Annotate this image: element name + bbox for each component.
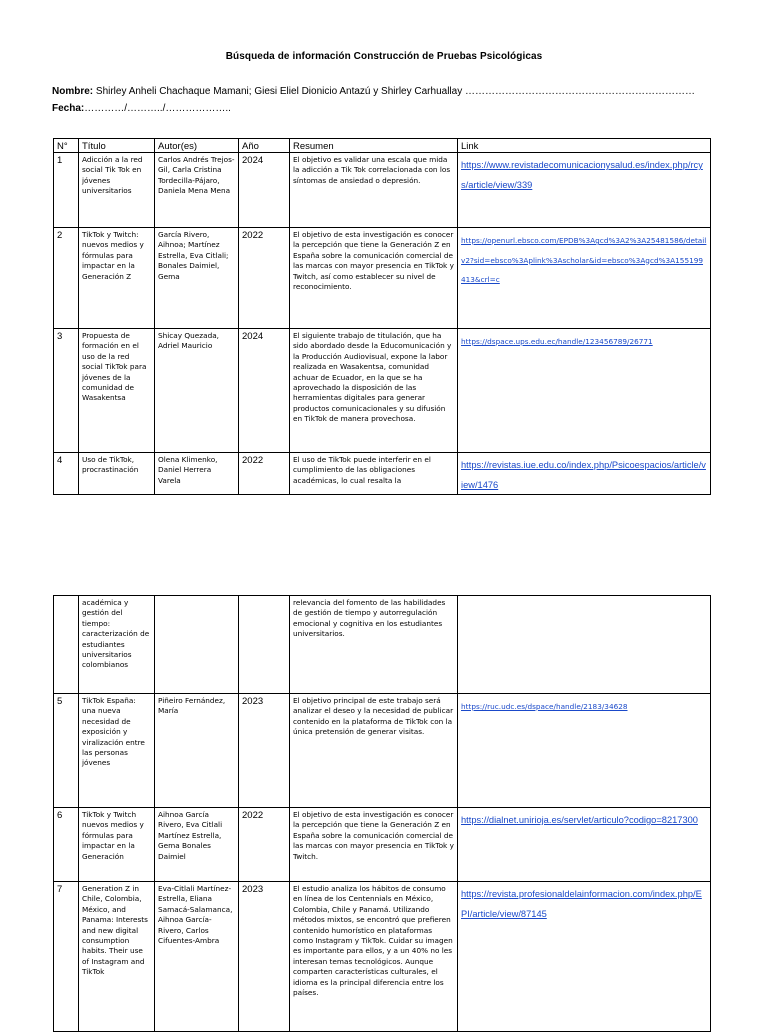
row-authors xyxy=(155,596,239,694)
row-title: TikTok y Twitch nuevos medios y fórmulas para impactar en la Generación xyxy=(79,808,155,882)
row-number: 6 xyxy=(54,808,79,882)
table-row xyxy=(54,453,711,495)
row-summary: El objetivo de esta investigación es conocer la percepción que tiene la Generación Z en España sobre la comunicación comercial de las marcas con mayor presencia en TikTok y Twitch, así como establecer su nivel de reconocimiento. xyxy=(290,228,458,329)
header-resumen: Resumen xyxy=(290,139,458,153)
row-summary: El siguiente trabajo de titulación, que ha sido abordado desde la Educomunicación y la Producción Audiovisual, expone la labor realizada en Wasakentsa, comunidad achuar de Ecuador, en la que se ha aprovechado la disposición de las herramientas digitales para generar productos comunicacionales y su difusión en TikTok de manera provechosa. xyxy=(290,329,458,453)
nombre-value: Shirley Anheli Chachaque Mamani; Giesi Eliel Dionicio Antazú y Shirley Carhuallay …………………………………………………………… xyxy=(93,86,695,97)
row-year: 2024 xyxy=(239,153,290,228)
document-title: Búsqueda de información Construcción de Pruebas Psicológicas xyxy=(225,51,543,62)
fecha-label: Fecha: xyxy=(52,103,85,114)
row-summary: El objetivo principal de este trabajo será analizar el deseo y la necesidad de publicar contenido en la plataforma de TikTok con la única pretensión de generar visitas. xyxy=(290,694,458,808)
nombre-label: Nombre: xyxy=(52,86,94,97)
row-number: 3 xyxy=(54,329,79,453)
fecha-value: …………/………../……………….. xyxy=(84,103,231,114)
table-row xyxy=(54,596,711,694)
row-authors: Shicay Quezada, Adriel Mauricio xyxy=(155,329,239,453)
header-link: Link xyxy=(458,139,711,153)
row-title: Uso de TikTok, procrastinación xyxy=(79,453,155,495)
row-link[interactable]: https://www.revistadecomunicacionysalud.es/index.php/rcys/article/view/339 xyxy=(461,160,703,190)
table-row xyxy=(54,153,711,228)
row-title: TikTok España: una nueva necesidad de exposición y viralización entre las personas jóvenes xyxy=(79,694,155,808)
table-row xyxy=(54,694,711,808)
table-header-row xyxy=(54,139,711,153)
table-row xyxy=(54,882,711,1032)
references-table-part-1 xyxy=(53,138,711,495)
row-year: 2024 xyxy=(239,329,290,453)
row-title: Adicción a la red social Tik Tok en jóvenes universitarios xyxy=(79,153,155,228)
row-authors: Carlos Andrés Trejos-Gil, Carla Cristina Tordecilla-Pájaro, Daniela Mena Mena xyxy=(155,153,239,228)
row-link[interactable]: https://openurl.ebsco.com/EPDB%3Agcd%3A2%3A25481586/detailv2?sid=ebsco%3Aplink%3Ascholar&id=ebsco%3Agcd%3A155199413&crl=c xyxy=(461,236,707,285)
header-n: N° xyxy=(54,139,79,153)
row-summary: El objetivo de esta investigación es conocer la percepción que tiene la Generación Z en España sobre la comunicación comercial de las marcas con mayor presencia en TikTok y Twitch. xyxy=(290,808,458,882)
row-link[interactable]: https://dspace.ups.edu.ec/handle/123456789/26771 xyxy=(461,337,653,346)
row-number: 7 xyxy=(54,882,79,1032)
fecha-line xyxy=(52,103,231,114)
row-summary: El objetivo es validar una escala que mida la adicción a Tik Tok correlacionada con los síntomas de ansiedad o depresión. xyxy=(290,153,458,228)
header-titulo: Título xyxy=(79,139,155,153)
row-number: 4 xyxy=(54,453,79,495)
row-title: Propuesta de formación en el uso de la red social TikTok para jóvenes de la comunidad de Wasakentsa xyxy=(79,329,155,453)
row-number: 5 xyxy=(54,694,79,808)
nombre-line xyxy=(52,86,695,97)
row-number xyxy=(54,596,79,694)
row-year: 2023 xyxy=(239,882,290,1032)
references-table-part-2 xyxy=(53,595,711,1032)
row-authors: García Rivero, Aihnoa; Martínez Estrella, Eva Citlali; Bonales Daimiel, Gema xyxy=(155,228,239,329)
row-title: Generation Z in Chile, Colombia, México, and Panama: Interests and new digital consumption habits. Their use of Instagram and TikTok xyxy=(79,882,155,1032)
row-authors: Olena Klimenko, Daniel Herrera Varela xyxy=(155,453,239,495)
row-year xyxy=(239,596,290,694)
header-autores: Autor(es) xyxy=(155,139,239,153)
row-title: académica y gestión del tiempo: caracterización de estudiantes universitarios colombianos xyxy=(79,596,155,694)
row-year: 2022 xyxy=(239,228,290,329)
header-anio: Año xyxy=(239,139,290,153)
row-authors: Eva-Citlali Martínez-Estrella, Eliana Samacá-Salamanca, Aihnoa García-Rivero, Carlos Cifuentes-Ambra xyxy=(155,882,239,1032)
row-link[interactable]: https://ruc.udc.es/dspace/handle/2183/34628 xyxy=(461,702,628,711)
row-year: 2022 xyxy=(239,453,290,495)
table-row xyxy=(54,808,711,882)
row-link[interactable]: https://revista.profesionaldelainformacion.com/index.php/EPI/article/view/87145 xyxy=(461,889,702,919)
row-authors: Piñeiro Fernández, María xyxy=(155,694,239,808)
row-summary: relevancia del fomento de las habilidades de gestión de tiempo y autorregulación emocional y cognitiva en los estudiantes universitarios. xyxy=(290,596,458,694)
row-summary: El uso de TikTok puede interferir en el cumplimiento de las obligaciones académicas, lo cual resalta la xyxy=(290,453,458,495)
row-year: 2023 xyxy=(239,694,290,808)
row-year: 2022 xyxy=(239,808,290,882)
row-summary: El estudio analiza los hábitos de consumo en línea de los Centennials en México, Colombia, Chile y Panamá. Utilizando métodos mixtos, se encontró que prefieren contenido humorístico en plataformas como Instagram y TikTok. Cuidar su imagen es importante para ellos, y a un 40% no les interesan temas tecnológicos. Aunque comparten características culturales, el idioma es la principal diferencia entre los países. xyxy=(290,882,458,1032)
row-link[interactable]: https://revistas.iue.edu.co/index.php/Psicoespacios/article/view/1476 xyxy=(461,460,706,490)
row-authors: Aihnoa García Rivero, Eva Citlali Martínez Estrella, Gema Bonales Daimiel xyxy=(155,808,239,882)
row-number: 1 xyxy=(54,153,79,228)
table-row xyxy=(54,329,711,453)
table-row xyxy=(54,228,711,329)
row-number: 2 xyxy=(54,228,79,329)
row-title: TikTok y Twitch: nuevos medios y fórmulas para impactar en la Generación Z xyxy=(79,228,155,329)
row-link[interactable]: https://dialnet.unirioja.es/servlet/articulo?codigo=8217300 xyxy=(461,815,698,825)
